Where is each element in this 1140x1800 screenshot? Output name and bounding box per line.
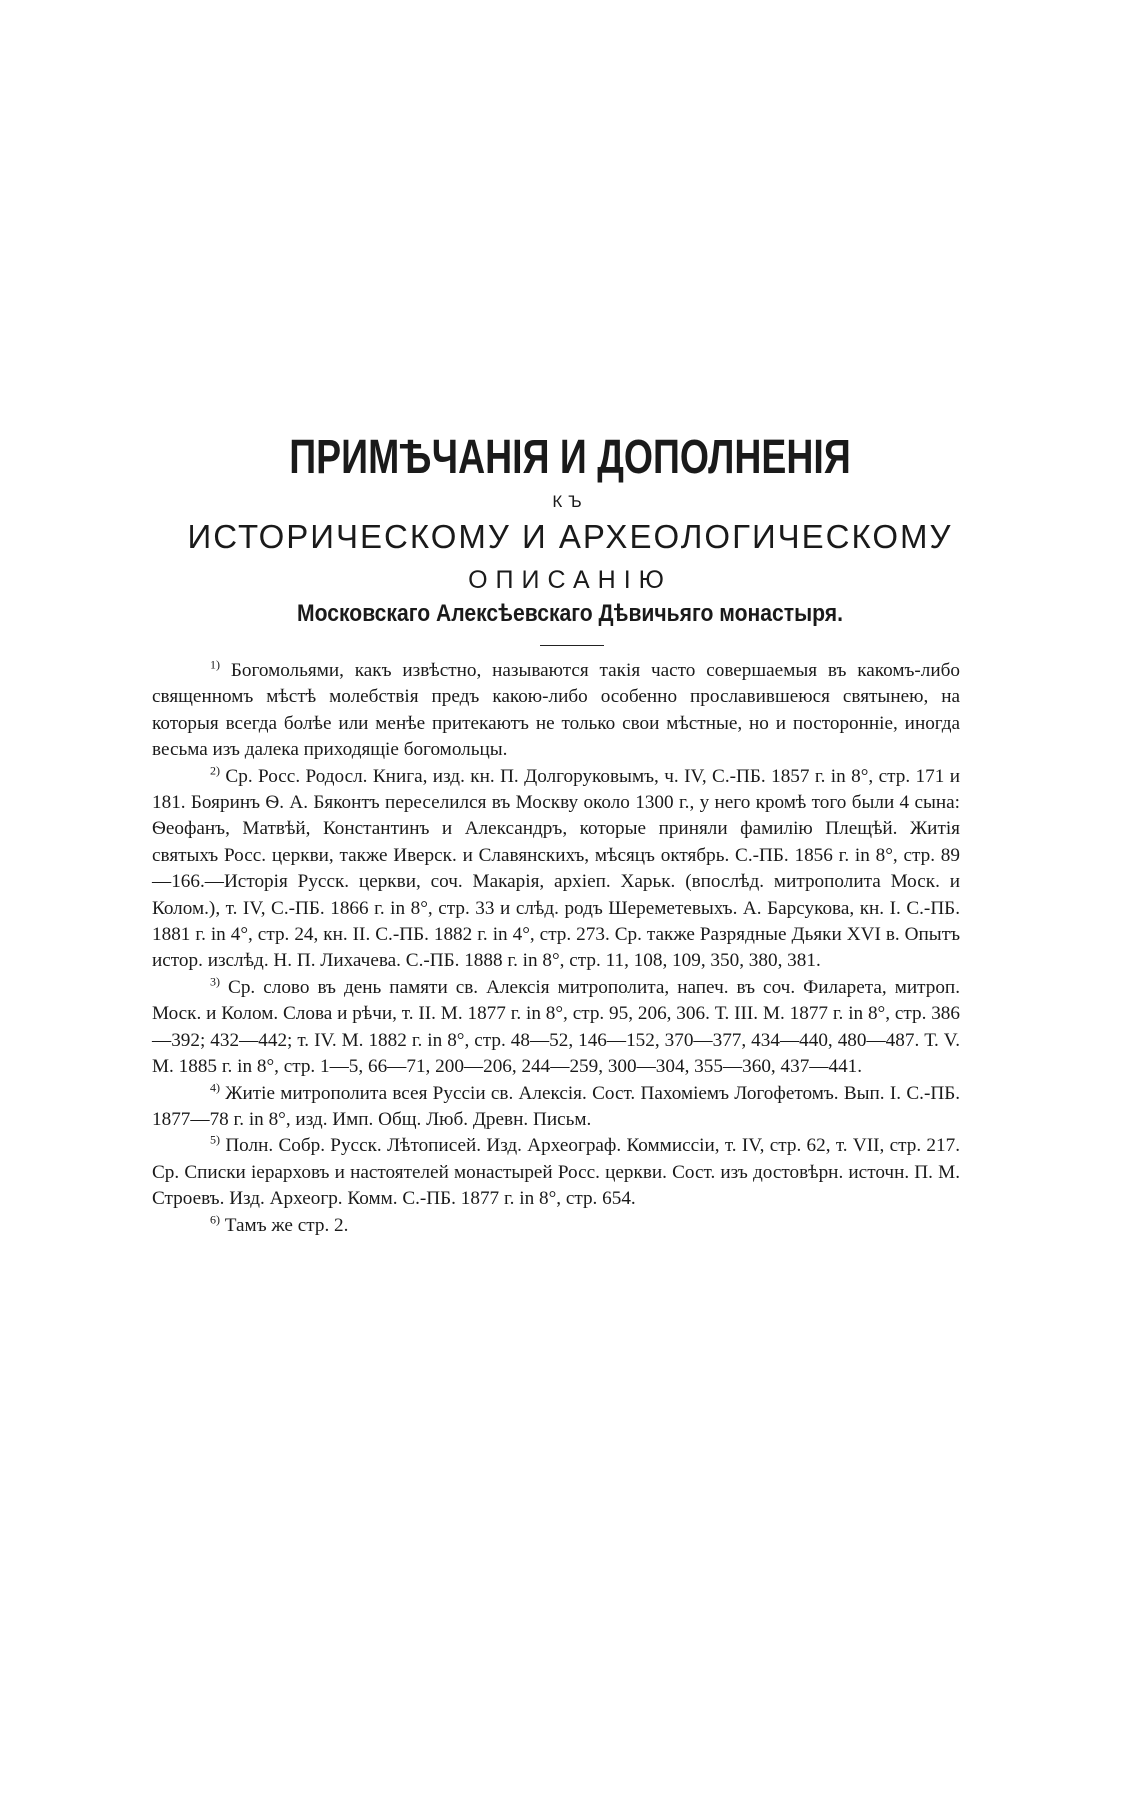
footnote-1 <box>152 658 960 764</box>
footnote-text: Богомольями, какъ извѣстно, называются такія часто совершаемыя въ какомъ-либо священномъ мѣстѣ молебствія предъ какою-либо особенно прославившеюся святынею, на которыя всегда болѣе или менѣе притекаютъ не только свои мѣстные, но и посторонніе, иногда весьма изъ далека приходящіе богомольцы. <box>152 660 961 761</box>
footnotes-section <box>152 658 960 1239</box>
subtitle-to: КЪ <box>552 492 588 511</box>
subtitle-historical: ИСТОРИЧЕСКОМУ И АРХЕОЛОГИЧЕСКОМУ <box>187 518 953 555</box>
footnote-text: Ср. Росс. Родосл. Книга, изд. кн. П. Долгоруковымъ, ч. IV, С.-ПБ. 1857 г. in 8°, стр. 171 и 181. Бояринъ Ѳ. А. Бяконтъ переселился въ Москву около 1300 г., у него кромѣ того были 4 сына: Ѳеофанъ, Матвѣй, Константинъ и Александръ, которые приняли фамилію Плещѣй. Житія святыхъ Росс. церкви, также Иверск. и Славянскихъ, мѣсяцъ октябрь. С.-ПБ. 1856 г. in 8°, стр. 89—166.—Исторія Русск. церкви, соч. Макарія, архіеп. Харьк. (впослѣд. митрополита Моск. и Колом.), т. IV, С.-ПБ. 1866 г. in 8°, стр. 33 и слѣд. родъ Шереметевыхъ. А. Барсукова, кн. I. С.-ПБ. 1881 г. in 4°, стр. 24, кн. II. С.-ПБ. 1882 г. in 4°, стр. 273. Ср. также Разрядные Дьяки XVI в. Опытъ истор. изслѣд. Н. П. Лихачева. С.-ПБ. 1888 г. in 8°, стр. 11, 108, 109, 350, 380, 381. <box>152 765 961 972</box>
page-title: ПРИМѢЧАНІЯ И ДОПОЛНЕНІЯ <box>289 431 851 484</box>
footnote-text: Тамъ же стр. 2. <box>224 1214 349 1236</box>
footnote-marker: 2) <box>210 763 220 778</box>
footnote-text: Житіе митрополита всея Руссіи св. Алексія. Сост. Пахоміемъ Логофетомъ. Вып. I. С.-ПБ. 1877—78 г. in 8°, изд. Имп. Общ. Люб. Древн. Письм. <box>152 1082 961 1130</box>
footnote-marker: 5) <box>210 1132 220 1147</box>
footnote-marker: 3) <box>210 974 220 989</box>
footnote-3 <box>152 975 960 1081</box>
title-divider <box>540 645 604 646</box>
footnote-5 <box>152 1133 960 1212</box>
footnote-marker: 4) <box>210 1080 220 1095</box>
footnote-marker: 6) <box>210 1212 220 1227</box>
subtitle-description: ОПИСАНІЮ <box>468 566 672 594</box>
subtitle-monastery: Московскаго Алексѣевскаго Дѣвичьяго монастыря. <box>297 600 843 627</box>
footnote-6 <box>152 1213 960 1239</box>
footnote-text: Ср. слово въ день памяти св. Алексія митрополита, напеч. въ соч. Филарета, митроп. Моск. и Колом. Слова и рѣчи, т. II. М. 1877 г. in 8°, стр. 95, 206, 306. Т. III. М. 1877 г. in 8°, стр. 386—392; 432—442; т. IV. М. 1882 г. in 8°, стр. 48—52, 146—152, 370—377, 434—440, 480—487. Т. V. М. 1885 г. in 8°, стр. 1—5, 66—71, 200—206, 244—259, 300—304, 355—360, 437—441. <box>152 976 960 1078</box>
footnote-2 <box>152 764 960 975</box>
footnote-text: Полн. Собр. Русск. Лѣтописей. Изд. Археограф. Коммиссіи, т. IV, стр. 62, т. VII, стр. 217. Ср. Списки іерарховъ и настоятелей монастырей Росс. церкви. Сост. изъ достовѣрн. источн. П. М. Строевъ. Изд. Археогр. Комм. С.-ПБ. 1877 г. in 8°, стр. 654. <box>152 1135 961 1210</box>
footnote-marker: 1) <box>210 657 220 672</box>
footnote-4 <box>152 1081 960 1134</box>
